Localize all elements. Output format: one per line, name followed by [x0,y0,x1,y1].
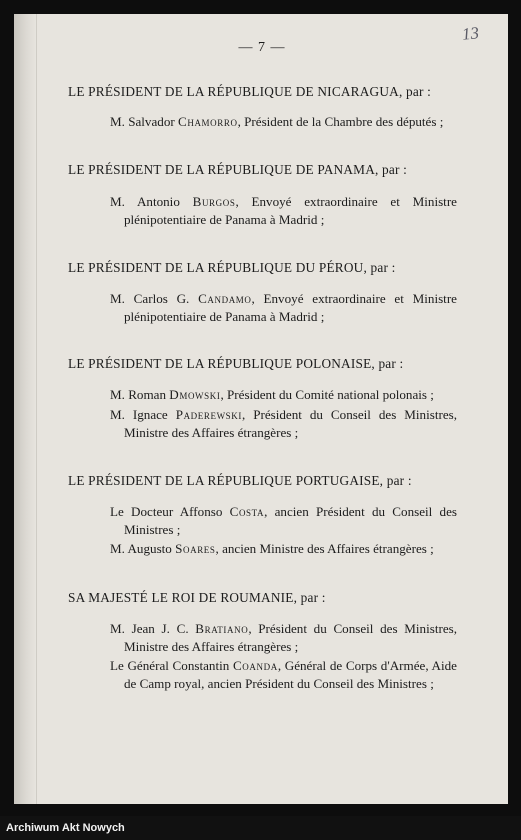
entry-soares: M. Augusto Soares, ancien Ministre des Affaires étrangères ; [110,541,434,556]
archive-footer: Archiwum Akt Nowych [0,816,521,840]
entry-bratiano: M. Jean J. C. Bratiano, Président du Conseil des Ministres, Ministre des Affaires étrangères ; [110,621,457,654]
entry-coanda: Le Général Constantin Coanda, Général de Corps d'Armée, Aide de Camp royal, ancien Président du Conseil des Ministres ; [110,658,457,691]
entry-paderewski: M. Ignace Paderewski, Président du Conseil des Ministres, Ministre des Affaires étrangères ; [110,407,458,440]
section-heading-nicaragua: LE PRÉSIDENT DE LA RÉPUBLIQUE DE NICARAGUA, par : [68,84,432,99]
handwritten-folio-number: 13 [461,23,480,44]
binding-edge [14,14,37,804]
entry-chamorro: M. Salvador Chamorro, Président de la Chambre des députés ; [110,114,444,129]
section-heading-panama: LE PRÉSIDENT DE LA RÉPUBLIQUE DE PANAMA, par : [68,162,408,177]
section-heading-pologne: LE PRÉSIDENT DE LA RÉPUBLIQUE POLONAISE, par : [68,356,404,371]
entry-dmowski: M. Roman Dmowski, Président du Comité national polonais ; [110,387,434,402]
section-heading-portugal: LE PRÉSIDENT DE LA RÉPUBLIQUE PORTUGAISE, par : [68,473,412,488]
entry-burgos: M. Antonio Burgos, Envoyé extraordinaire et Ministre plénipotentiaire de Panama à Madrid ; [110,194,457,227]
section-heading-perou: LE PRÉSIDENT DE LA RÉPUBLIQUE DU PÉROU, par : [68,260,396,275]
entry-costa: Le Docteur Affonso Costa, ancien Président du Conseil des Ministres ; [110,504,457,537]
page-number: — 7 — [238,40,286,55]
entry-candamo: M. Carlos G. Candamo, Envoyé extraordinaire et Ministre plénipotentiaire de Panama à Madrid ; [110,291,457,324]
section-heading-roumanie: SA MAJESTÉ LE ROI DE ROUMANIE, par : [68,590,326,605]
